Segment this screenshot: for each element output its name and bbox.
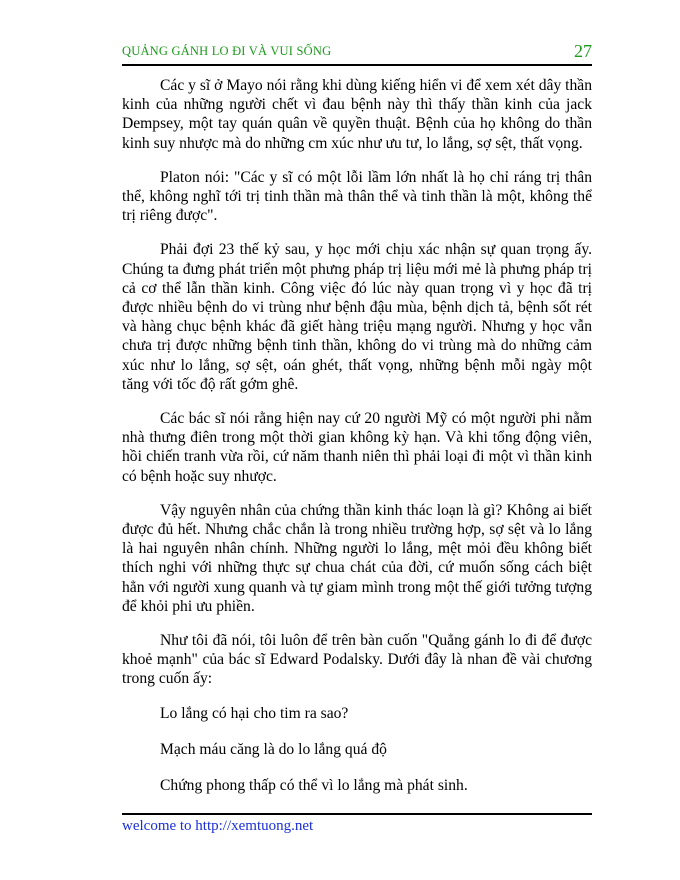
footer-rule bbox=[122, 813, 592, 815]
paragraph: Platon nói: "Các y sĩ có một lỗi lầm lớn nhất là họ chỉ ráng trị thân thể, không nghĩ tới trị tinh thần mà thân thể và tinh thần là một, không thể trị riêng được". bbox=[122, 168, 592, 225]
chapter-title: Lo lắng có hại cho tim ra sao? bbox=[160, 704, 349, 722]
paragraph: Các y sĩ ở Mayo nói rằng khi dùng kiếng hiển vi để xem xét dây thần kinh của những người chết vì đau bệnh này thì thấy thần kinh của jack Dempsey, một tay quán quân về quyền thuật. Bệnh của họ không do thần kinh suy nhược mà do những cm xúc như ưu tư, lo lắng, sợ sệt, thất vọng. bbox=[122, 77, 592, 152]
page-body bbox=[122, 76, 592, 812]
header-rule bbox=[122, 64, 592, 66]
paragraph: Vậy nguyên nhân của chứng thần kinh thác loạn là gì? Không ai biết được đủ hết. Nhưng chắc chắn là trong nhiều trường hợp, sợ sệt và lo lắng là hai nguyên nhân chính. Những người lo lắng, mệt mỏi đều không biết thích nghi với những thực sự chua chát của đời, cứ muốn sống cách biệt hẳn với người xung quanh và tự giam mình trong một thế giới tưởng tượng để khỏi phi ưu phiền. bbox=[122, 501, 592, 615]
footer-link[interactable]: welcome to http://xemtuong.net bbox=[122, 818, 314, 834]
page-number: 27 bbox=[574, 41, 592, 61]
paragraph: Phải đợi 23 thế kỷ sau, y học mới chịu xác nhận sự quan trọng ấy. Chúng ta đưng phát triển một phưng pháp trị liệu mới mẻ là phưng pháp trị cả cơ thể lẫn thần kinh. Công việc đó lúc này quan trọng vì y học đã trị được nhiều bệnh do vi trùng như bệnh đậu mùa, bệnh dịch tả, bệnh sốt rét và hàng chục bệnh khác đã giết hàng triệu mạng người. Nhưng y học vẫn chưa trị được những bệnh tinh thần, không do vi trùng mà do những cảm xúc như lo lắng, sợ sệt, oán ghét, thất vọng, những bệnh mỗi ngày một tăng với tốc độ rất gớm ghê. bbox=[122, 241, 592, 393]
paragraph: Các bác sĩ nói rằng hiện nay cứ 20 người Mỹ có một người phi nằm nhà thưng điên trong một thời gian không kỳ hạn. Và khi tổng động viên, hồi chiến tranh vừa rồi, cứ năm thanh niên thì phải loại đi một vì thần kinh có bệnh hoặc suy nhược. bbox=[122, 410, 592, 485]
paragraph: Như tôi đã nói, tôi luôn để trên bàn cuốn "Quẳng gánh lo đi để được khoẻ mạnh" của bác sĩ Edward Podalsky. Dưới đây là nhan đề vài chương trong cuốn ấy: bbox=[122, 632, 592, 688]
page-header bbox=[122, 41, 592, 64]
chapter-title: Chứng phong thấp có thể vì lo lắng mà phát sinh. bbox=[160, 777, 468, 795]
running-title: QUẢNG GÁNH LO ĐI VÀ VUI SỐNG bbox=[122, 44, 332, 58]
chapter-title: Mạch máu căng là do lo lắng quá độ bbox=[160, 740, 387, 758]
